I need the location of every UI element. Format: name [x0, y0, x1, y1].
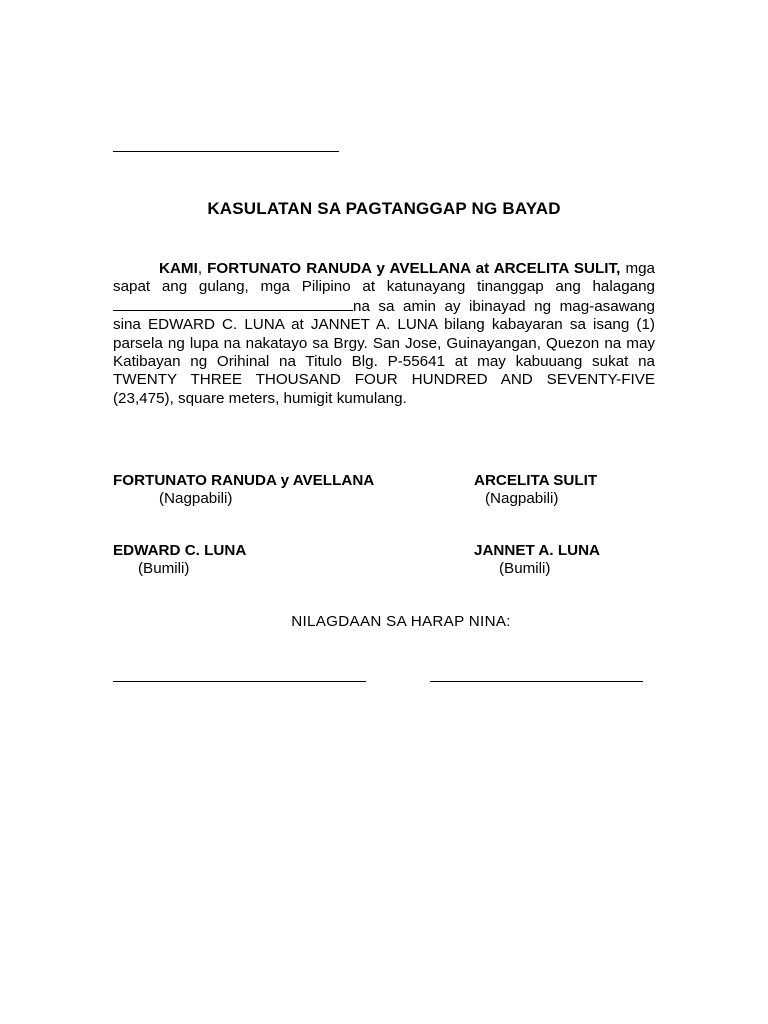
comma-text: ,: [197, 260, 208, 277]
header-signature-line: [113, 151, 339, 152]
conjunction-text: at: [470, 260, 494, 277]
seller1-role: (Nagpabili): [159, 490, 233, 507]
lead-kami: KAMI: [159, 260, 198, 277]
amount-blank-line: [113, 297, 353, 311]
buyer2-role: (Bumili): [499, 560, 551, 577]
party2-name: ARCELITA SULIT,: [493, 260, 621, 277]
body-paragraph: [113, 260, 655, 408]
buyer1-name: EDWARD C. LUNA: [113, 542, 247, 559]
witness-heading: NILAGDAAN SA HARAP NINA:: [291, 613, 511, 630]
buyer2-name: JANNET A. LUNA: [474, 542, 601, 559]
seller2-name: ARCELITA SULIT: [474, 472, 598, 489]
witness1-signature-line: [113, 681, 366, 682]
document-title: KASULATAN SA PAGTANGGAP NG BAYAD: [207, 199, 561, 218]
buyer1-role: (Bumili): [138, 560, 190, 577]
party1-name: FORTUNATO RANUDA y AVELLANA: [207, 260, 471, 277]
witness2-signature-line: [430, 681, 643, 682]
paragraph-text-1: mga sapat ang gulang, mga Pilipino at katunayang tinanggap ang halagang: [113, 260, 655, 296]
seller1-name: FORTUNATO RANUDA y AVELLANA: [113, 472, 375, 489]
seller2-role: (Nagpabili): [485, 490, 559, 507]
paragraph-text-2: na sa amin ay ibinayad ng mag-asawang sina EDWARD C. LUNA at JANNET A. LUNA bilang kabayaran sa isang (1) parsela ng lupa na nakatayo sa Brgy. San Jose, Guinayangan, Quezon na may Katibayan ng Orihinal na Titulo Blg. P-55641 at may kabuuang sukat na TWENTY THREE THOUSAND FOUR HUNDRED AND SEVENTY-FIVE (23,475), square meters, humigit kumulang.: [113, 297, 655, 407]
